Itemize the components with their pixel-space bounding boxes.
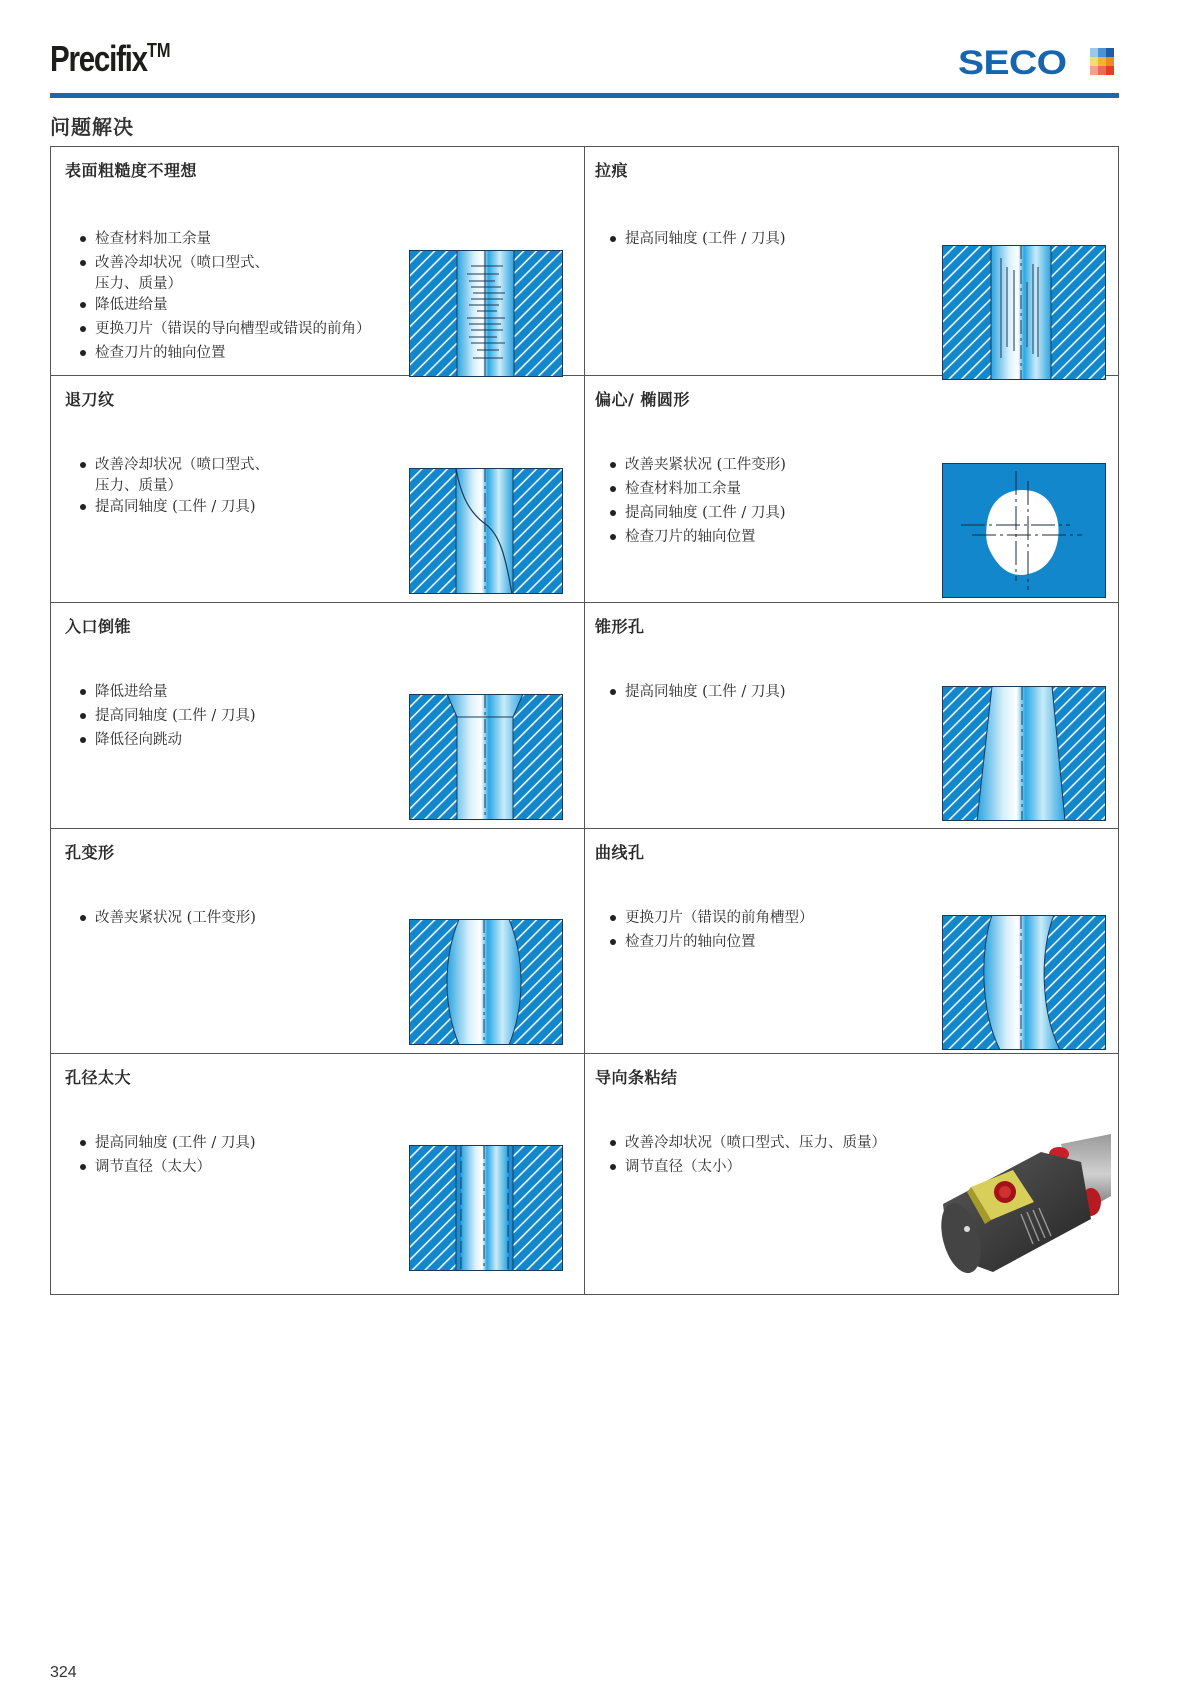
tapered-hole-diagram	[942, 686, 1106, 821]
problem-cell	[585, 1054, 1118, 1294]
problem-cell	[51, 1054, 585, 1294]
problem-title: 锥形孔	[595, 617, 645, 636]
solution-item: 提高同轴度 (工件 / 刀具)	[79, 495, 269, 519]
solution-item: 更换刀片（错误的导向槽型或错误的前角）	[79, 317, 371, 341]
solution-list	[609, 227, 786, 251]
logo-square	[1098, 57, 1106, 66]
problem-title: 曲线孔	[595, 843, 645, 862]
logo-square	[1090, 66, 1098, 75]
solution-list	[609, 453, 786, 549]
problem-cell	[585, 147, 1118, 376]
oversize-hole-diagram	[409, 1145, 563, 1271]
logo-square	[1098, 66, 1106, 75]
solution-item: 降低进给量	[79, 680, 256, 704]
solution-item: 更换刀片（错误的前角槽型）	[609, 906, 814, 930]
solution-item: 提高同轴度 (工件 / 刀具)	[79, 1131, 256, 1155]
solution-item: 提高同轴度 (工件 / 刀具)	[609, 680, 786, 704]
brand-title: Precifix™	[50, 38, 171, 79]
logo-square	[1106, 57, 1114, 66]
solution-item: 检查刀片的轴向位置	[609, 930, 814, 954]
solution-item: 降低径向跳动	[79, 728, 256, 752]
solution-item: 改善夹紧状况 (工件变形)	[79, 906, 256, 930]
logo-square	[1098, 48, 1106, 57]
problem-title: 入口倒锥	[65, 617, 132, 636]
solution-list	[609, 906, 814, 954]
solution-item: 降低进给量	[79, 293, 371, 317]
solution-item: 检查材料加工余量	[79, 227, 371, 251]
problem-cell	[585, 829, 1118, 1054]
solution-item: 调节直径（太小）	[609, 1155, 886, 1179]
problem-title: 表面粗糙度不理想	[65, 161, 198, 180]
logo-square	[1106, 48, 1114, 57]
solution-item: 提高同轴度 (工件 / 刀具)	[609, 227, 786, 251]
solution-item: 改善冷却状况（喷口型式、压力、质量）	[609, 1131, 886, 1155]
solution-item: 改善冷却状况（喷口型式、 压力、质量）	[79, 251, 371, 293]
header-rule	[50, 93, 1119, 98]
eccentric-oval-hole-diagram	[942, 463, 1106, 598]
problem-title: 孔径太大	[65, 1068, 132, 1087]
solution-item: 检查刀片的轴向位置	[79, 341, 371, 365]
problem-cell	[51, 829, 585, 1054]
solution-item: 提高同轴度 (工件 / 刀具)	[79, 704, 256, 728]
solution-list	[79, 453, 269, 519]
problem-cell	[585, 603, 1118, 829]
solution-item: 改善冷却状况（喷口型式、 压力、质量）	[79, 453, 269, 495]
problem-title: 偏心/ 椭圆形	[595, 390, 690, 409]
problem-title: 导向条粘结	[595, 1068, 678, 1087]
logo-square	[1090, 57, 1098, 66]
logo-text: SECO	[958, 43, 1067, 82]
solution-list	[609, 1131, 886, 1179]
problem-title: 孔变形	[65, 843, 115, 862]
solution-item: 改善夹紧状况 (工件变形)	[609, 453, 786, 477]
problem-title: 退刀纹	[65, 390, 115, 409]
problem-cell	[585, 376, 1118, 603]
problem-cell	[51, 603, 585, 829]
section-title: 问题解决	[50, 115, 134, 139]
solution-item: 检查刀片的轴向位置	[609, 525, 786, 549]
troubleshooting-table	[50, 146, 1119, 1295]
solution-list	[79, 906, 256, 930]
reamer-tool-image	[941, 1134, 1111, 1274]
retraction-marks-hole-diagram	[409, 468, 563, 594]
scratch-marks-hole-diagram	[942, 245, 1106, 380]
problem-cell	[51, 147, 585, 376]
solution-item: 调节直径（太大）	[79, 1155, 256, 1179]
solution-list	[79, 1131, 256, 1179]
problem-title: 拉痕	[595, 161, 629, 180]
solution-item: 提高同轴度 (工件 / 刀具)	[609, 501, 786, 525]
problem-cell	[51, 376, 585, 603]
solution-list	[79, 680, 256, 752]
logo-square	[1106, 66, 1114, 75]
page-number: 324	[50, 1664, 77, 1681]
solution-item: 检查材料加工余量	[609, 477, 786, 501]
entry-bellmouth-hole-diagram	[409, 694, 563, 820]
logo-square	[1090, 48, 1098, 57]
solution-list	[79, 227, 371, 365]
logo-squares-icon	[1090, 48, 1114, 75]
seco-logo	[958, 43, 1067, 82]
curved-hole-diagram	[942, 915, 1106, 1050]
rough-surface-hole-diagram	[409, 250, 563, 377]
solution-list	[609, 680, 786, 704]
barrel-hole-diagram	[409, 919, 563, 1045]
